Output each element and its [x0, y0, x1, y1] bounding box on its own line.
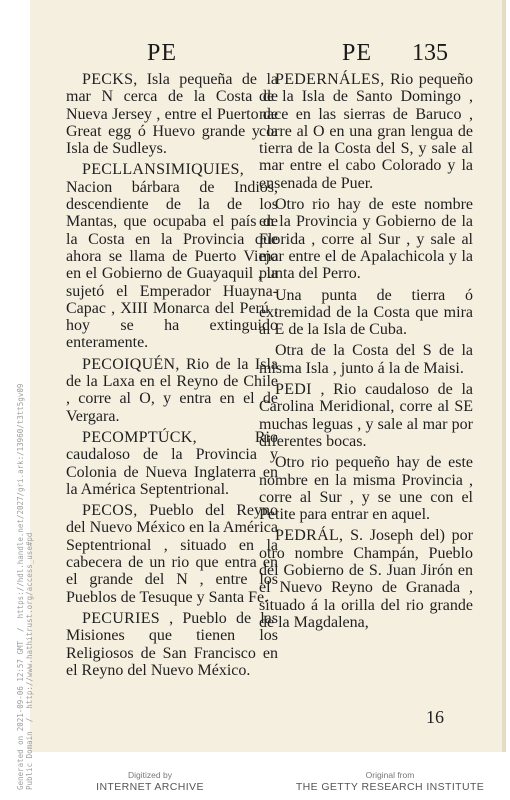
entry-head: PEDERNÁLES, — [275, 71, 385, 88]
entry-text: Nacion bárbara de Indios, descendiente de la de los Mantas, que ocupaba el país de la Costa en la Provincia que ahora se llama de Puerto Viejo en el Gobierno de Guayaquil , la sujetó el Emperador Huayna-Capac , XIII Monarca del Perú , hoy se ha extinguido enteramente. — [66, 178, 278, 352]
page-edge — [502, 0, 506, 752]
entry — [66, 610, 278, 679]
entry — [66, 502, 278, 606]
entry-text: S. Joseph del) por otro nombre Champán, Pueblo del Gobierno de S. Juan Jirón en el Nuevo Reyno de Granada , situado á la orilla del rio grande de la Magdalena, — [259, 527, 473, 631]
footer-digitized-label: Digitized by — [128, 770, 172, 780]
entry — [259, 342, 473, 377]
entry-head: PECOIQUÉN, — [82, 355, 180, 373]
entry-head: PECKS — [82, 71, 134, 88]
book-page — [30, 0, 506, 752]
entry — [66, 71, 278, 157]
entry-text: Otro rio hay de este nombre en la Provincia y Gobierno de la Florida , corre al Sur , y sale al mar entre el de Apalachicola y la punta del Perro. — [259, 196, 473, 283]
footer-original-label: Original from — [365, 770, 415, 780]
footer-digitizer — [70, 770, 230, 794]
footer-source-name: THE GETTY RESEARCH INSTITUTE — [295, 781, 485, 793]
entry-head: PECLLANSIMIQUIES, — [82, 161, 244, 179]
header-right: PE — [342, 40, 373, 66]
entry-head: PECURIES — [82, 609, 160, 627]
entry-head: PEDRÁL, — [275, 527, 344, 545]
entry-head: PEDI — [275, 381, 312, 399]
entry — [259, 287, 473, 339]
entry — [66, 161, 278, 351]
running-header — [30, 40, 506, 68]
entry-head: PECOS, — [82, 502, 138, 520]
footer-digitizer-name: INTERNET ARCHIVE — [96, 781, 204, 793]
entry — [66, 429, 278, 498]
entry — [259, 454, 473, 523]
entry-text: Rio pequeño de la Isla de Santo Domingo , nace en las sierras de Baruco , corre al O en una gran lengua de tierra de la Costa del S, y sale al mar entre el cabo Colorado y la ensenada de Puer. — [259, 71, 473, 192]
entry-text: Una punta de tierra ó extremidad de la Costa que mira al E de la Isla de Cuba. — [259, 286, 473, 339]
left-column — [66, 71, 278, 683]
side-watermark — [2, 383, 34, 800]
right-column — [259, 71, 473, 635]
entry-text: Otro rio pequeño hay de este nombre en la misma Provincia , corre al Sur , y se une con el Petite para entrar en aquel. — [259, 454, 473, 524]
footer-source — [290, 770, 490, 794]
entry — [259, 196, 473, 282]
entry-text: , Isla pequeña de la mar N cerca de la Costa de Nueva Jersey , entre el Puerto de Great egg ó Huevo grande y la Isla de Sudleys. — [66, 71, 278, 158]
entry-text: , Pueblo de las Misiones que tienen los Religiosos de San Francisco en el Reyno del Nuevo México. — [66, 609, 278, 679]
entry-text: Otra de la Costa del S de la misma Isla , junto á la de Maisi. — [259, 342, 473, 377]
entry-text: Rio caudaloso de la Provincia y Colonia de Nueva Inglaterra en la América Septentrional. — [66, 428, 278, 498]
entry-text: Rio de la Isla de la Laxa en el Reyno de Chile , corre al O, y entra en el de Vergara. — [66, 355, 278, 425]
page-number: 135 — [412, 40, 448, 66]
watermark-line: Public Domain / http://www.hathitrust.org/access_use#pd — [25, 532, 34, 790]
watermark-text — [16, 384, 34, 790]
entry — [259, 527, 473, 631]
entry — [259, 71, 473, 192]
entry — [259, 381, 473, 450]
entry-head: PECOMPTÚCK, — [82, 428, 197, 446]
entry-text: , Rio caudaloso de la Carolina Meridional, corre al SE muchas leguas , y sale al mar por diferentes bocas. — [259, 381, 473, 450]
header-left: PE — [147, 40, 178, 66]
entry — [66, 356, 278, 425]
signature-mark: 16 — [426, 707, 444, 727]
watermark-line: Generated on 2021-09-06 12:57 GMT / https://hdl.handle.net/2027/gri.ark:/13960/t3tt5gv09 — [16, 383, 25, 790]
entry-text: Pueblo del Reyno del Nuevo México en la América Septentrional , situado en la cabecera de un rio que entra en el grande del N , entre los Pueblos de Tesuque y Santa Fe. — [66, 502, 278, 606]
